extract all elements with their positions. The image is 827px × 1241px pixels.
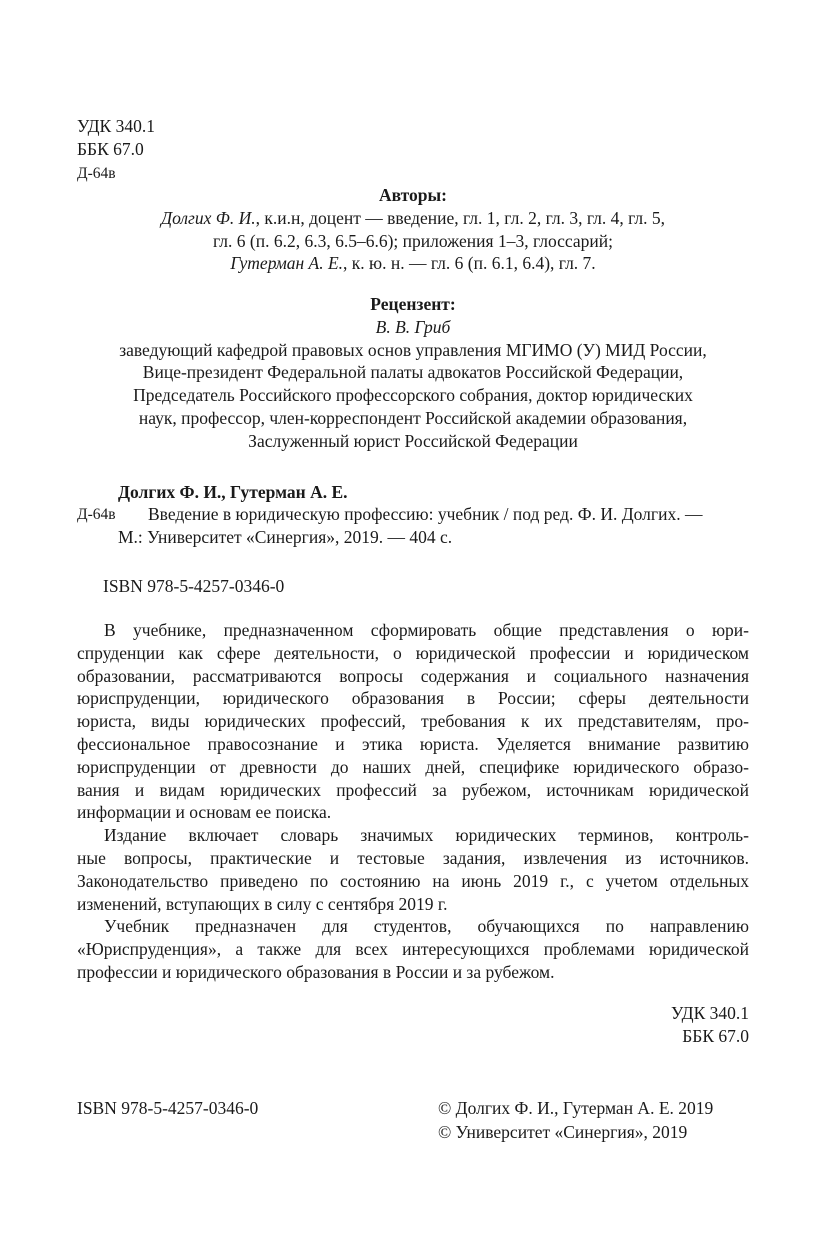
abstract-line: информации и основам ее поиска. — [77, 802, 332, 823]
author-contribution: , к.и.н, доцент — введение, гл. 1, гл. 2, гл. 3, гл. 4, гл. 5, — [255, 207, 666, 228]
biblio-publisher-line: М.: Университет «Синергия», 2019. — 404 с. — [118, 527, 453, 547]
abstract-line: вания и видам юридических профессий за рубежом, источникам юридической — [77, 779, 749, 800]
reviewer-title-line: заведующий кафедрой правовых основ управления МГИМО (У) МИД России, — [119, 339, 707, 360]
abstract-line: юриспруденции, юридического образования в России; сферы деятельности — [77, 688, 749, 709]
bbk-code-bottom: ББК 67.0 — [682, 1026, 749, 1046]
udk-code: УДК 340.1 — [77, 116, 155, 136]
author-code: Д-64в — [77, 165, 116, 182]
authors-line — [77, 230, 749, 253]
abstract-line: В учебнике, предназначенном сформировать общие представления о юри- — [104, 620, 749, 640]
abstract-line: изменений, вступающих в силу с сентября 2019 г. — [77, 893, 448, 914]
copyright-publisher: © Университет «Синергия», 2019 — [438, 1122, 688, 1142]
isbn: ISBN 978-5-4257-0346-0 — [103, 576, 285, 596]
abstract-paragraph — [77, 619, 749, 824]
isbn-bottom: ISBN 978-5-4257-0346-0 — [77, 1098, 259, 1118]
abstract — [77, 619, 749, 984]
reviewer-title-line: Вице-президент Федеральной палаты адвокатов Российской Федерации, — [142, 362, 684, 383]
biblio-author-code: Д-64в — [77, 506, 116, 523]
abstract-line: фессиональное правосознание и этика юриста. Уделяется внимание развитию — [77, 733, 749, 754]
author-contribution: , к. ю. н. — гл. 6 (п. 6.1, 6.4), гл. 7. — [343, 253, 596, 274]
authors-line — [77, 252, 749, 275]
abstract-line: Учебник предназначен для студентов, обучающихся по направлению — [104, 916, 749, 937]
reviewer-title-line: Заслуженный юрист Российской Федерации — [248, 430, 578, 451]
reviewer-name: В. В. Гриб — [375, 316, 451, 337]
authors-section — [77, 184, 749, 275]
abstract-line: Законодательство приведено по состоянию на июнь 2019 г., с учетом отдельных — [77, 870, 749, 891]
copyright-authors: © Долгих Ф. И., Гутерман А. Е. 2019 — [438, 1098, 714, 1118]
abstract-line: спруденции как сфере деятельности, о юридической профессии и юридическом — [77, 642, 749, 663]
reviewer-title-line: наук, профессор, член-корреспондент Российской академии образования, — [138, 407, 688, 428]
abstract-paragraph — [77, 824, 749, 915]
reviewer-heading: Рецензент: — [370, 294, 456, 314]
abstract-paragraph — [77, 915, 749, 983]
abstract-line: юриспруденции от древности до наших дней, специфике юридического образо- — [77, 756, 749, 777]
abstract-line: «Юриспруденция», а также для всех интересующихся проблемами юридической — [77, 939, 749, 960]
abstract-line: ные вопросы, практические и тестовые задания, извлечения из источников. — [77, 847, 749, 868]
biblio-title-line: Введение в юридическую профессию: учебник / под ред. Ф. И. Долгих. — — [148, 504, 703, 524]
biblio-heading: Долгих Ф. И., Гутерман А. Е. — [118, 482, 348, 502]
abstract-line: профессии и юридического образования в России и за рубежом. — [77, 961, 555, 982]
authors-line — [77, 207, 749, 230]
author-name: Долгих Ф. И. — [160, 207, 256, 228]
abstract-line: Издание включает словарь значимых юридических терминов, контроль- — [104, 825, 749, 846]
authors-heading: Авторы: — [379, 185, 447, 205]
reviewer-title-line: Председатель Российского профессорского собрания, доктор юридических — [133, 385, 693, 406]
abstract-line: юриста, виды юридических профессий, требования к их представителям, про- — [77, 711, 749, 732]
abstract-line: образовании, рассматриваются вопросы содержания и социального назначения — [77, 665, 749, 686]
author-name: Гутерман А. Е. — [230, 253, 344, 274]
author-contribution: гл. 6 (п. 6.2, 6.3, 6.5–6.6); приложения 1–3, глоссарий; — [212, 230, 614, 251]
udk-code-bottom: УДК 340.1 — [671, 1003, 749, 1023]
bbk-code: ББК 67.0 — [77, 139, 144, 159]
reviewer-section — [77, 293, 749, 453]
